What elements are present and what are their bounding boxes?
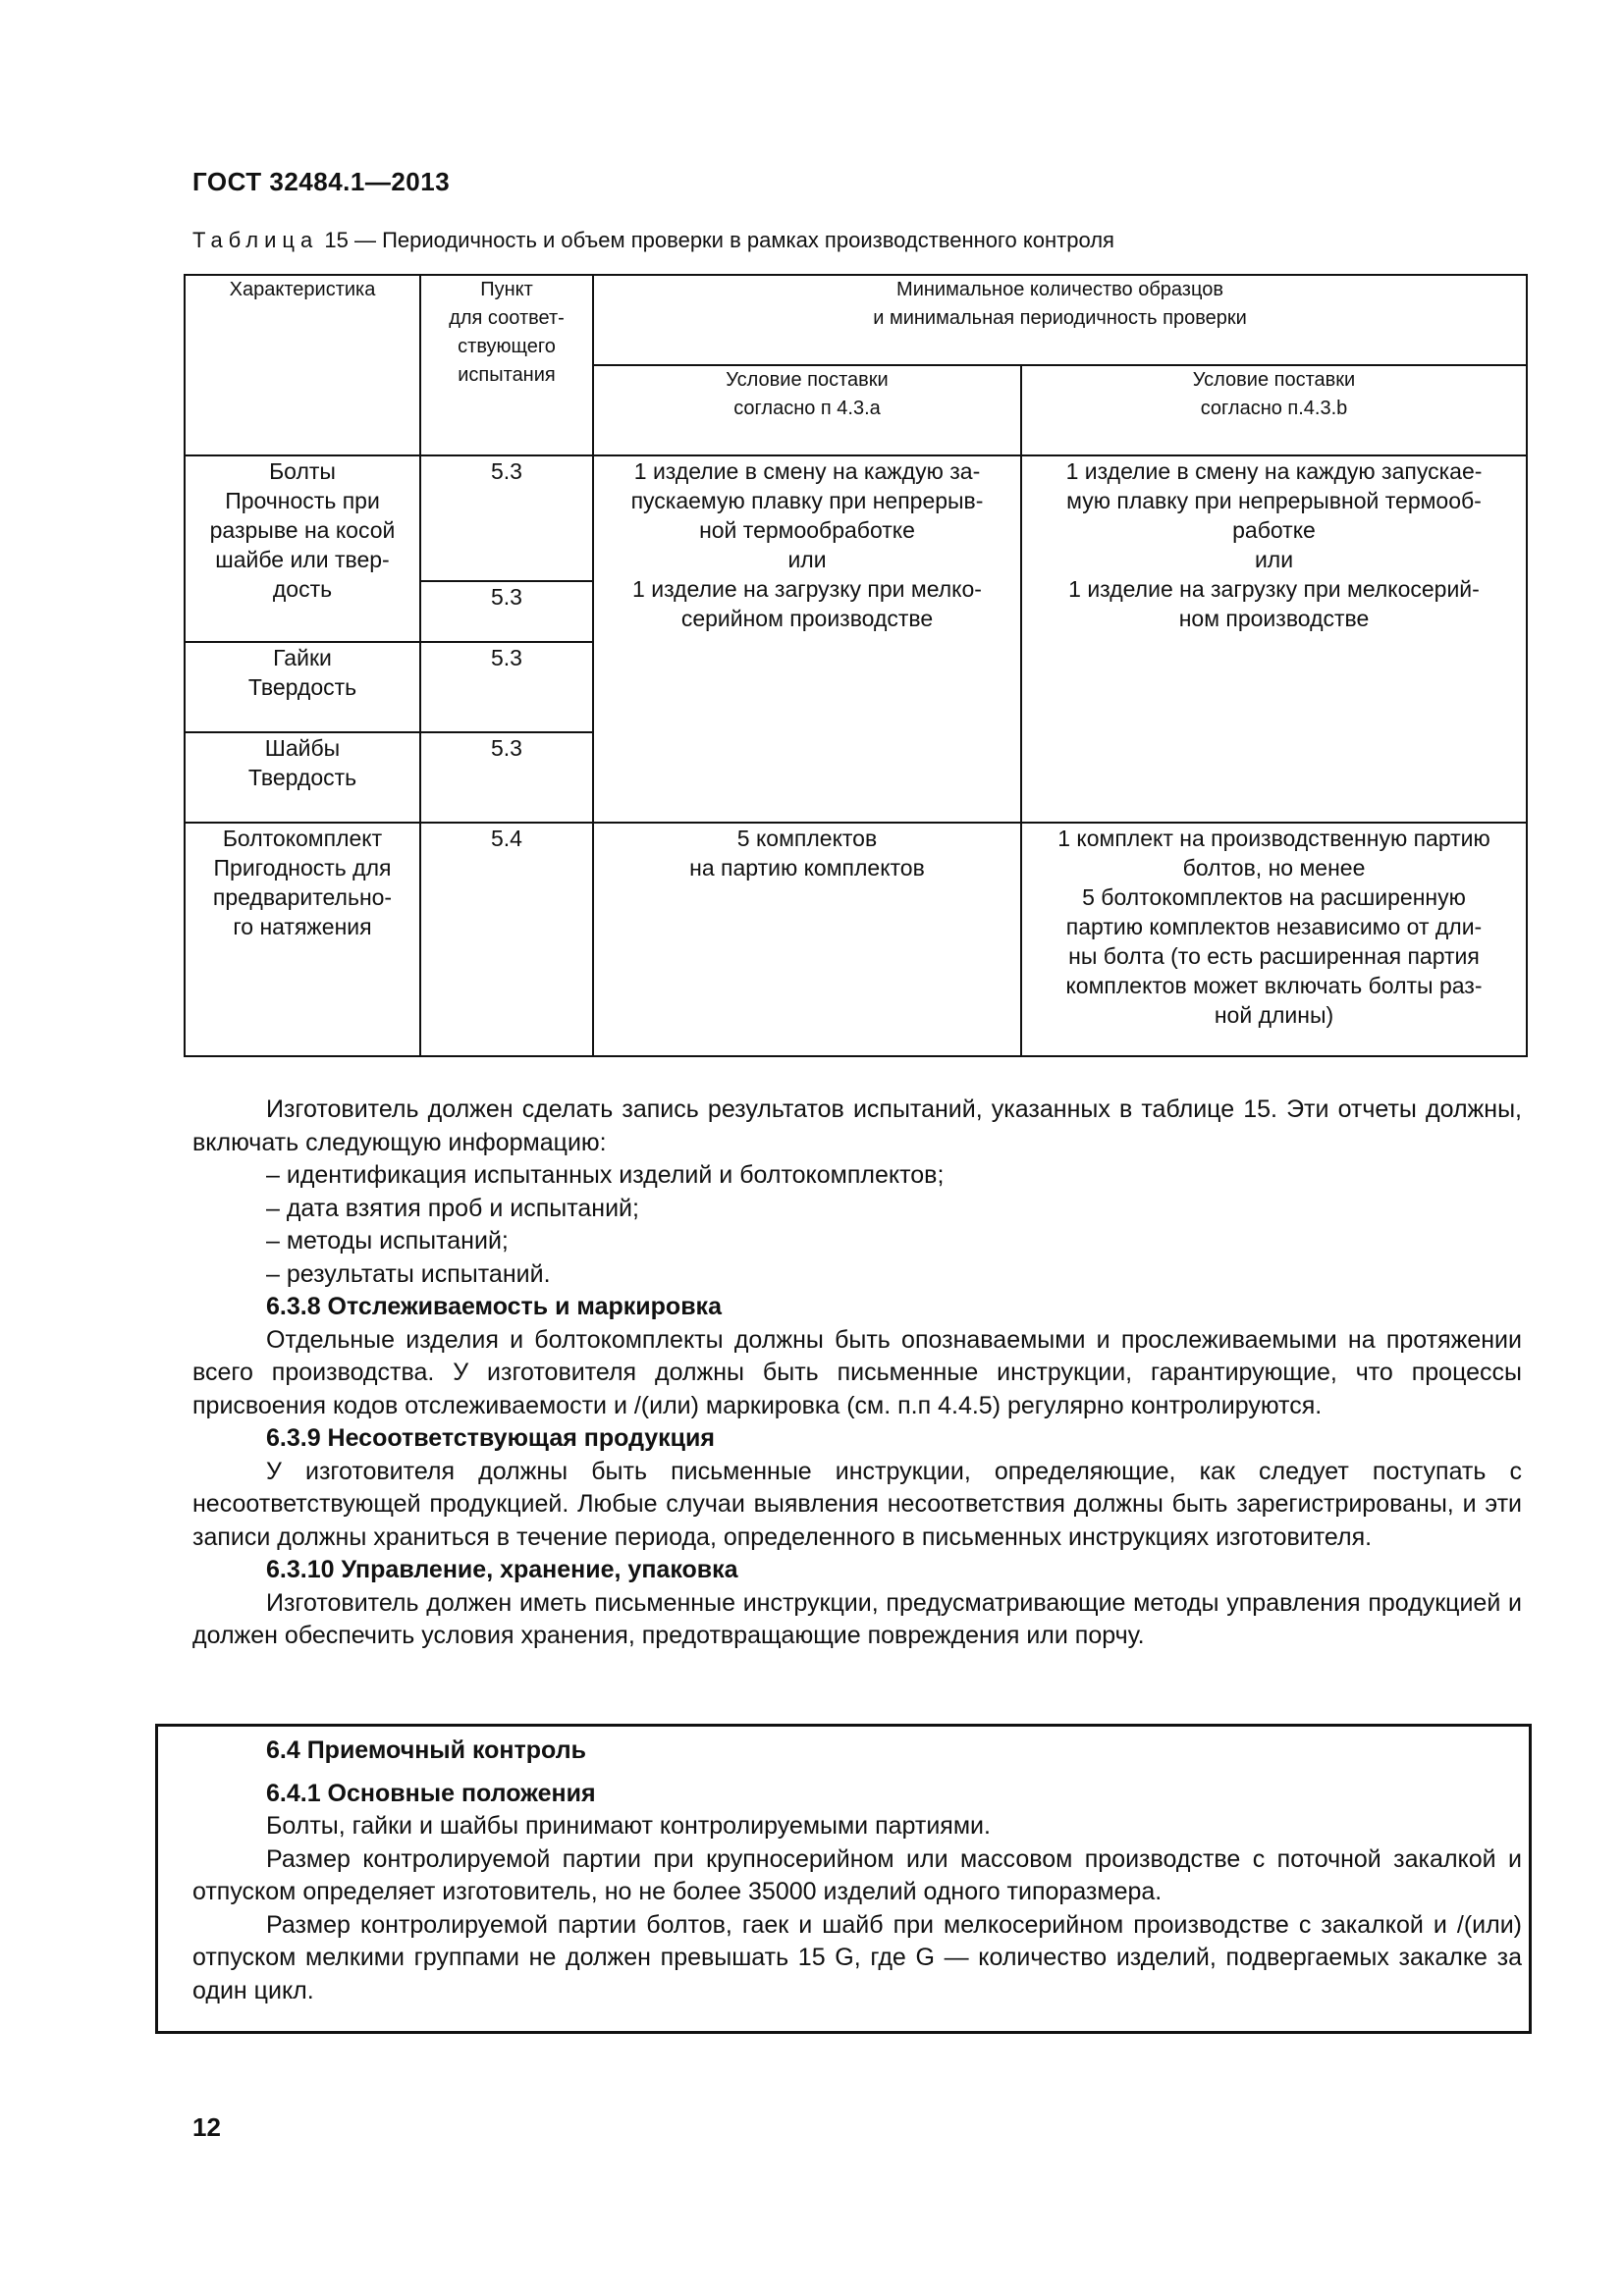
header-condition-a: Условие поставки согласно п 4.3.a — [593, 365, 1021, 455]
paragraph-6-4-1-b: Размер контролируемой партии при крупносерийном или массовом производстве с поточной закалкой и отпуском определяет изготовитель, но не более 35000 изделий одного типоразмера. — [192, 1844, 1522, 1905]
header-clause: Пункт для соответ- ствующего испытания — [420, 275, 593, 455]
row-kit-clause: 5.4 — [420, 823, 593, 1056]
table-caption-label: Таблица — [192, 228, 319, 252]
row-nuts-clause: 5.3 — [420, 642, 593, 732]
table-caption-text: 15 — Периодичность и объем проверки в рамках производственного контроля — [324, 228, 1114, 252]
document-code: ГОСТ 32484.1—2013 — [192, 167, 451, 196]
list-item: – методы испытаний; — [266, 1227, 509, 1255]
row-kit-label: Болтокомплект Пригодность для предварительно- го натяжения — [185, 823, 420, 1056]
heading-6-3-9: 6.3.9 Несоответствующая продукция — [266, 1424, 715, 1452]
cell-condition-b-merged: 1 изделие в смену на каждую запускае- мую плавку при непрерывной термооб- работке или 1 изделие на загрузку при мелкосерий- ном производстве — [1021, 455, 1527, 823]
heading-6-3-8: 6.3.8 Отслеживаемость и маркировка — [266, 1293, 722, 1320]
row-nuts-label: Гайки Твердость — [185, 642, 420, 732]
row-bolts-clause-1: 5.3 — [420, 455, 593, 581]
row-bolts-clause-2: 5.3 — [420, 581, 593, 642]
paragraph-6-4-1-a: Болты, гайки и шайбы принимают контролируемыми партиями. — [266, 1812, 991, 1840]
table-caption — [192, 228, 1114, 253]
row-kit-condition-b: 1 комплект на производственную партию болтов, но менее 5 болтокомплектов на расширенную партию комплектов независимо от дли- ны болта (то есть расширенная партия комплектов может включать болты раз- ной длины) — [1021, 823, 1527, 1056]
header-condition-b: Условие поставки согласно п.4.3.b — [1021, 365, 1527, 455]
cell-condition-a-merged: 1 изделие в смену на каждую за- пускаемую плавку при непрерыв- ной термообработке или 1 изделие на загрузку при мелко- серийном производстве — [593, 455, 1021, 823]
paragraph-6-3-9: У изготовителя должны быть письменные инструкции, определяющие, как следует поступать с несоответствующей продукцией. Любые случаи выявления несоответствия должны быть зарегистрированы, и эти записи должны храниться в течение периода, определенного в письменных инструкциях изготовителя. — [192, 1457, 1522, 1551]
row-washers-label: Шайбы Твердость — [185, 732, 420, 823]
inspection-table — [184, 274, 1528, 1057]
list-item: – идентификация испытанных изделий и болтокомплектов; — [266, 1161, 945, 1189]
row-kit-condition-a: 5 комплектов на партию комплектов — [593, 823, 1021, 1056]
heading-6-3-10: 6.3.10 Управление, хранение, упаковка — [266, 1556, 738, 1583]
row-washers-clause: 5.3 — [420, 732, 593, 823]
paragraph-6-3-8: Отдельные изделия и болтокомплекты должны быть опознаваемыми и прослеживаемыми на протяжении всего производства. У изготовителя должны быть письменные инструкции, гарантирующие, что процессы присвоения кодов отслеживаемости и /(или) маркировка (см. п.п 4.4.5) регулярно контролируются. — [192, 1325, 1522, 1419]
heading-6-4-1: 6.4.1 Основные положения — [266, 1779, 596, 1807]
page-number: 12 — [192, 2112, 221, 2142]
paragraph-6-3-10: Изготовитель должен иметь письменные инструкции, предусматривающие методы управления продукцией и должен обеспечить условия хранения, предотвращающие повреждения или порчу. — [192, 1588, 1522, 1649]
body-text — [192, 1094, 1522, 1653]
heading-6-4: 6.4 Приемочный контроль — [266, 1736, 586, 1764]
list-item: – дата взятия проб и испытаний; — [266, 1194, 639, 1222]
paragraph-6-4-1-c: Размер контролируемой партии болтов, гаек и шайб при мелкосерийном производстве с закалкой и /(или) отпуском мелкими группами не должен превышать 15 G, где G — количество изделий, подвергаемых закалке за один цикл. — [192, 1910, 1522, 2004]
frame-text — [192, 1735, 1522, 2007]
header-characteristic: Характеристика — [185, 275, 420, 455]
paragraph-records: Изготовитель должен сделать запись результатов испытаний, указанных в таблице 15. Эти отчеты должны, включать следующую информацию: — [192, 1095, 1522, 1156]
list-item: – результаты испытаний. — [266, 1259, 551, 1288]
row-bolts-label: Болты Прочность при разрыве на косой шайбе или твер- дость — [185, 455, 420, 642]
header-min-count: Минимальное количество образцов и минимальная периодичность проверки — [593, 275, 1527, 365]
